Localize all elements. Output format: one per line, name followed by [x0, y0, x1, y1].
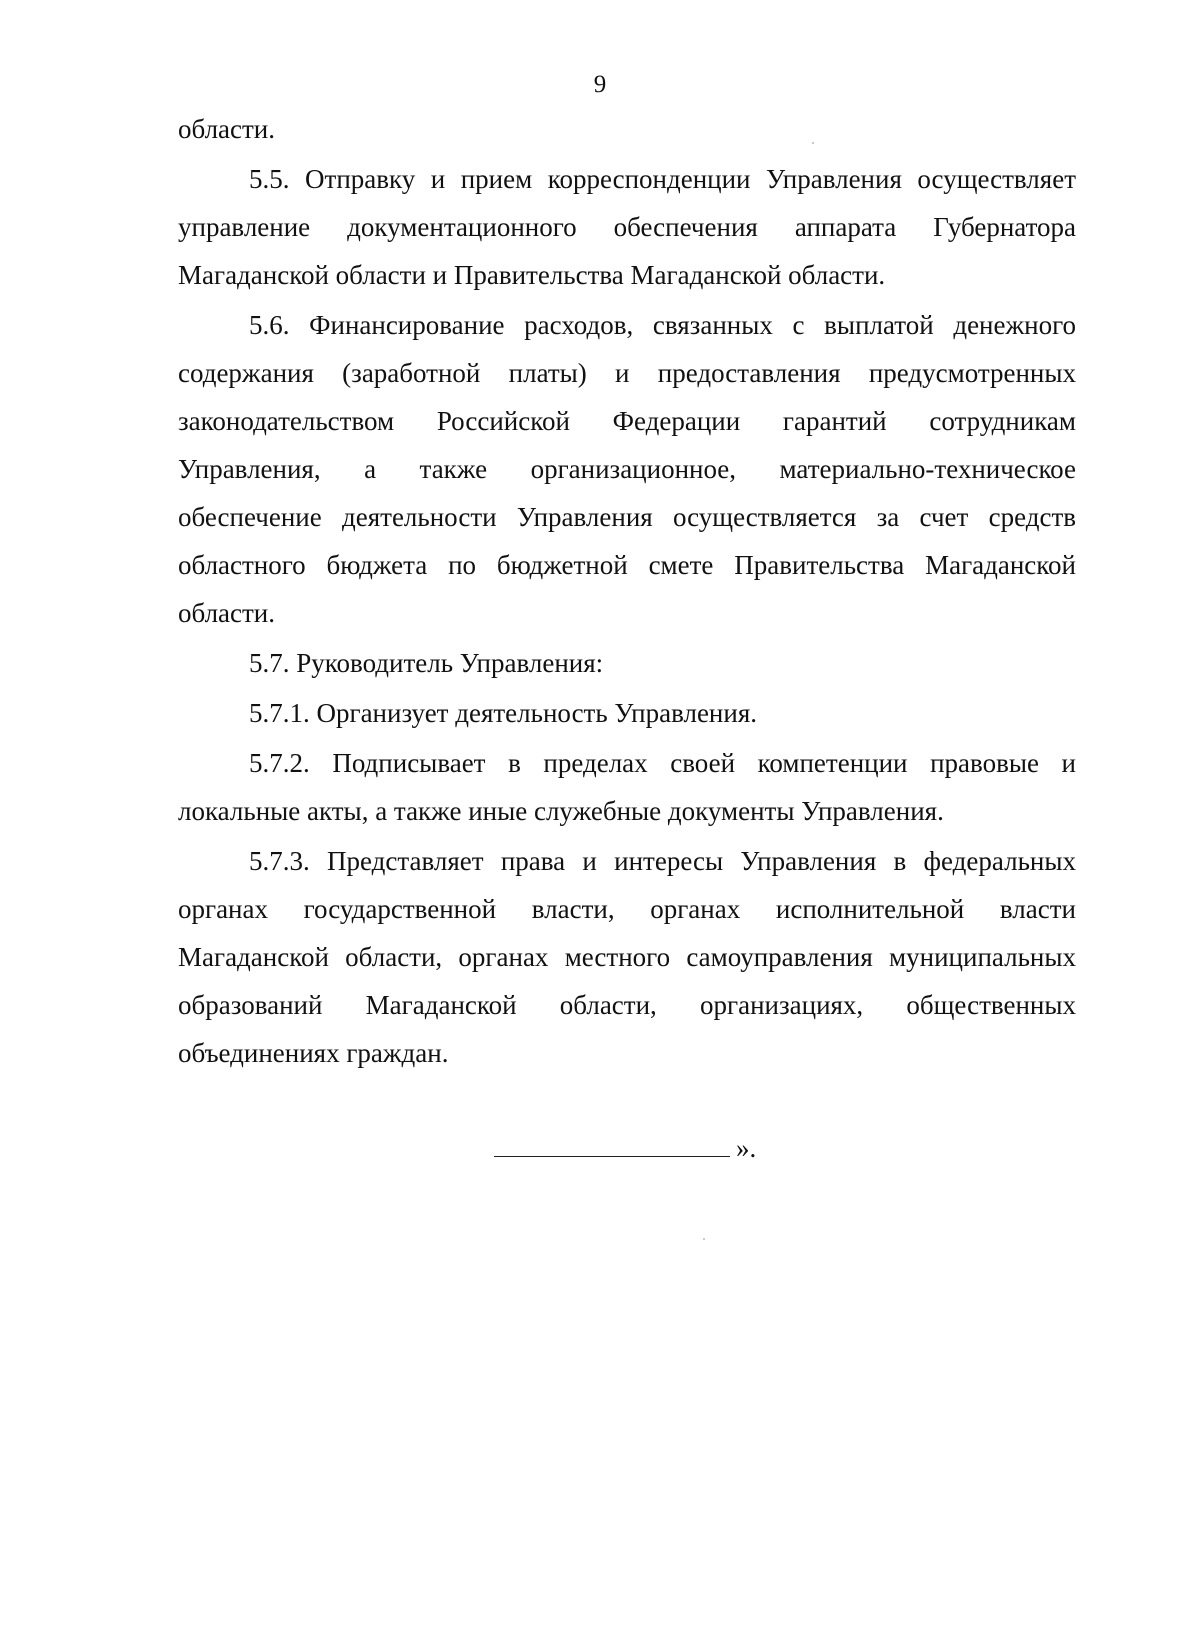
page-number: 9	[593, 71, 607, 98]
paragraph-5-7: 5.7. Руководитель Управления:	[249, 648, 604, 678]
document-body	[178, 105, 1076, 1077]
paragraph-5-7-1: 5.7.1. Организует деятельность Управления.	[249, 698, 758, 728]
closing-quote: ».	[736, 1133, 757, 1163]
scan-speck	[703, 1238, 705, 1240]
paragraph-5-5: 5.5. Отправку и прием корреспонденции Управления осуществляет управление документационного обеспечения аппарата Губернатора Магаданской области и Правительства Магаданской области.	[178, 164, 1076, 290]
scan-speck	[812, 142, 814, 144]
paragraph-5-7-3: 5.7.3. Представляет права и интересы Управления в федеральных органах государственной власти, органах исполнительной власти Магаданской области, органах местного самоуправления муниципальных образований Магаданской области, организациях, общественных объединениях граждан.	[178, 846, 1076, 1068]
paragraph-5-7-2: 5.7.2. Подписывает в пределах своей компетенции правовые и локальные акты, а также иные служебные документы Управления.	[178, 748, 1076, 826]
paragraph-continuation: области.	[178, 114, 276, 144]
closing-underline	[494, 1155, 730, 1157]
closing-mark	[494, 1128, 756, 1168]
paragraph-5-6: 5.6. Финансирование расходов, связанных с выплатой денежного содержания (заработной платы) и предоставления предусмотренных законодательством Российской Федерации гарантий сотрудникам Управления, а также организационное, материально-техническое обеспечение деятельности Управления осуществляется за счет средств областного бюджета по бюджетной смете Правительства Магаданской области.	[178, 310, 1076, 628]
